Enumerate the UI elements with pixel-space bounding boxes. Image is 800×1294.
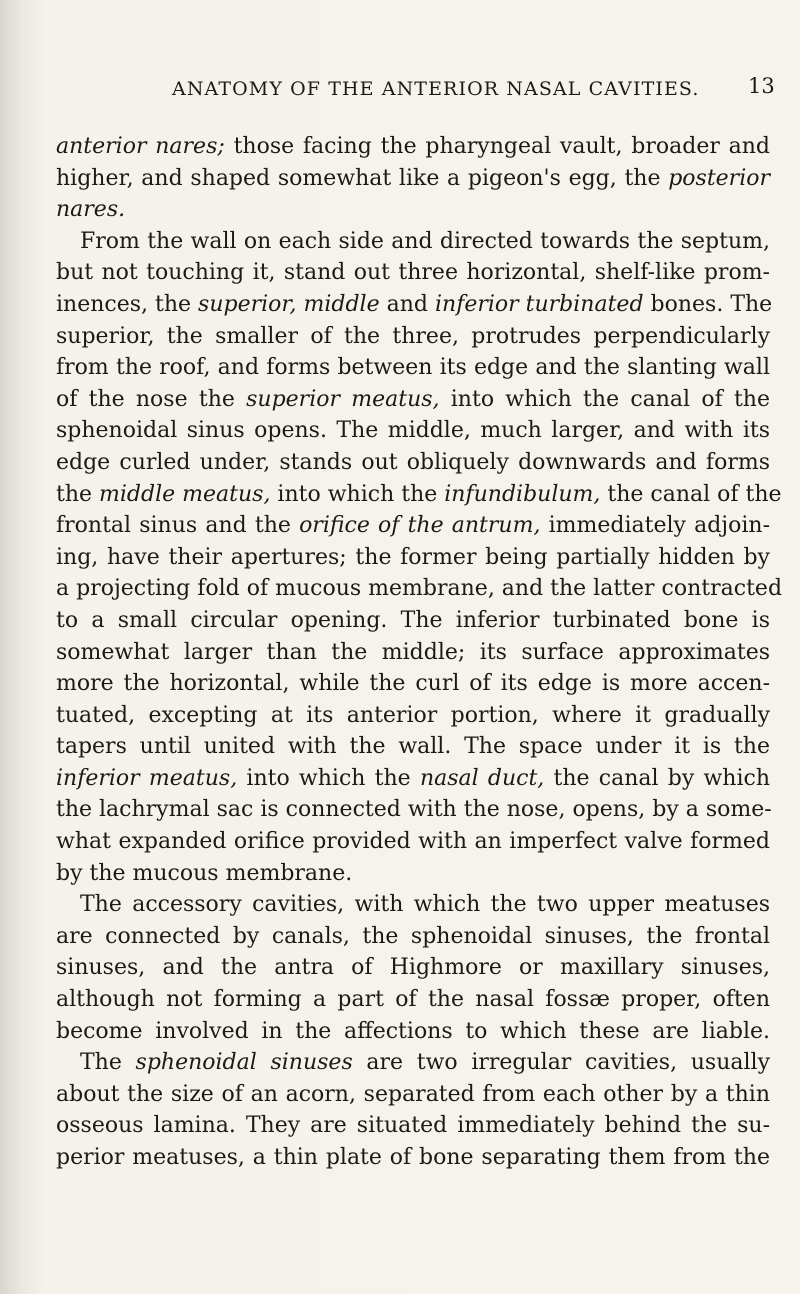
text-segment: about the size of an acorn, separated from each other by a thin bbox=[56, 1081, 770, 1107]
text-segment: the canal by which bbox=[544, 765, 770, 791]
italic-term: inferior meatus, bbox=[56, 765, 238, 791]
text-segment: although not forming a part of the nasal fossæ proper, often bbox=[56, 987, 770, 1013]
text-segment: the bbox=[56, 481, 100, 507]
text-line bbox=[56, 542, 770, 574]
running-head: ANATOMY OF THE ANTERIOR NASAL CAVITIES. bbox=[172, 78, 700, 100]
italic-term: nasal duct, bbox=[419, 765, 545, 791]
text-line bbox=[56, 194, 770, 226]
italic-term: posterior bbox=[668, 165, 770, 191]
text-line bbox=[56, 952, 770, 984]
text-line bbox=[56, 573, 783, 605]
text-segment: more the horizontal, while the curl of its edge is more accen- bbox=[56, 671, 770, 697]
italic-term: superior, middle bbox=[198, 291, 380, 317]
text-segment: into which the bbox=[270, 481, 445, 507]
text-line bbox=[56, 605, 770, 637]
text-line bbox=[56, 763, 770, 795]
text-segment: are connected by canals, the sphenoidal sinuses, the frontal bbox=[56, 923, 770, 949]
text-segment: From the wall on each side and directed towards the septum, bbox=[80, 228, 770, 254]
text-line bbox=[56, 479, 782, 511]
text-segment: the canal of the bbox=[600, 481, 782, 507]
italic-term: anterior nares; bbox=[56, 134, 225, 159]
text-line bbox=[56, 826, 770, 858]
text-line bbox=[56, 510, 770, 542]
text-segment: higher, and shaped somewhat like a pigeon's egg, the bbox=[56, 165, 669, 191]
text-segment: but not touching it, stand out three horizontal, shelf-like prom- bbox=[56, 260, 770, 286]
text-line bbox=[56, 321, 770, 353]
text-segment: osseous lamina. They are situated immediately behind the su- bbox=[56, 1113, 770, 1139]
text-line bbox=[56, 1079, 770, 1111]
text-segment: what expanded orifice provided with an imperfect valve formed bbox=[56, 829, 770, 855]
text-line bbox=[56, 352, 770, 384]
text-segment: somewhat larger than the middle; its surface approximates bbox=[56, 639, 770, 665]
text-line bbox=[56, 384, 770, 416]
italic-term: sphenoidal sinuses bbox=[135, 1050, 353, 1076]
text-line bbox=[56, 447, 770, 479]
text-line bbox=[56, 984, 770, 1016]
text-segment: by the mucous membrane. bbox=[56, 860, 353, 886]
text-segment: from the roof, and forms between its edge and the slanting wall bbox=[56, 355, 770, 381]
text-line bbox=[56, 415, 770, 447]
text-segment: frontal sinus and the bbox=[56, 513, 300, 539]
text-line bbox=[56, 1142, 770, 1174]
text-line bbox=[56, 889, 770, 921]
text-segment: into which the canal of the bbox=[439, 386, 770, 412]
text-segment: those facing the pharyngeal vault, broader and bbox=[224, 134, 771, 159]
text-line bbox=[56, 226, 770, 258]
text-segment: and bbox=[379, 291, 435, 317]
text-segment: into which the bbox=[237, 765, 420, 791]
text-segment: sinuses, and the antra of Highmore or maxillary sinuses, bbox=[56, 955, 770, 981]
text-line bbox=[56, 257, 770, 289]
text-segment: ing, have their apertures; the former being partially hidden by bbox=[56, 544, 770, 570]
text-line bbox=[56, 668, 770, 700]
text-line bbox=[56, 858, 770, 890]
text-segment: The bbox=[80, 1050, 136, 1076]
text-segment: tuated, excepting at its anterior portion, where it gradually bbox=[56, 702, 770, 728]
body-text bbox=[56, 131, 783, 1174]
italic-term: superior meatus, bbox=[246, 386, 440, 412]
italic-term: inferior turbinated bbox=[434, 291, 644, 317]
text-line bbox=[56, 131, 770, 163]
text-segment: to a small circular opening. The inferior turbinated bone is bbox=[56, 607, 770, 633]
text-line bbox=[56, 700, 770, 732]
text-line bbox=[56, 289, 773, 321]
text-line bbox=[56, 921, 770, 953]
text-segment: become involved in the affections to which these are liable. bbox=[56, 1018, 770, 1044]
text-segment: perior meatuses, a thin plate of bone separating them from the bbox=[56, 1145, 770, 1170]
text-segment: bones. The bbox=[643, 291, 773, 317]
text-segment: superior, the smaller of the three, protrudes perpendicularly bbox=[56, 323, 770, 349]
text-line bbox=[56, 1016, 770, 1048]
text-line bbox=[56, 163, 770, 195]
italic-term: infundibulum, bbox=[444, 481, 601, 507]
text-segment: are two irregular cavities, usually bbox=[352, 1050, 770, 1076]
text-segment: of the nose the bbox=[56, 386, 247, 412]
italic-term: middle meatus, bbox=[99, 481, 271, 507]
text-segment: sphenoidal sinus opens. The middle, much larger, and with its bbox=[56, 418, 770, 444]
text-line bbox=[56, 1047, 770, 1079]
text-segment: The accessory cavities, with which the two upper meatuses bbox=[80, 892, 770, 918]
text-segment: the lachrymal sac is connected with the nose, opens, by a some- bbox=[56, 797, 772, 823]
text-segment: tapers until united with the wall. The space under it is the bbox=[56, 734, 770, 760]
text-segment: immediately adjoin- bbox=[540, 513, 771, 539]
text-segment: a projecting fold of mucous membrane, and the latter contracted bbox=[56, 576, 783, 602]
text-segment: edge curled under, stands out obliquely downwards and forms bbox=[56, 449, 770, 475]
page-number: 13 bbox=[748, 74, 775, 98]
italic-term: orifice of the antrum, bbox=[299, 513, 541, 539]
text-line bbox=[56, 794, 770, 826]
text-line bbox=[56, 731, 770, 763]
text-line bbox=[56, 1110, 770, 1142]
text-line bbox=[56, 637, 770, 669]
italic-term: nares. bbox=[56, 197, 126, 223]
text-segment: inences, the bbox=[56, 291, 199, 317]
